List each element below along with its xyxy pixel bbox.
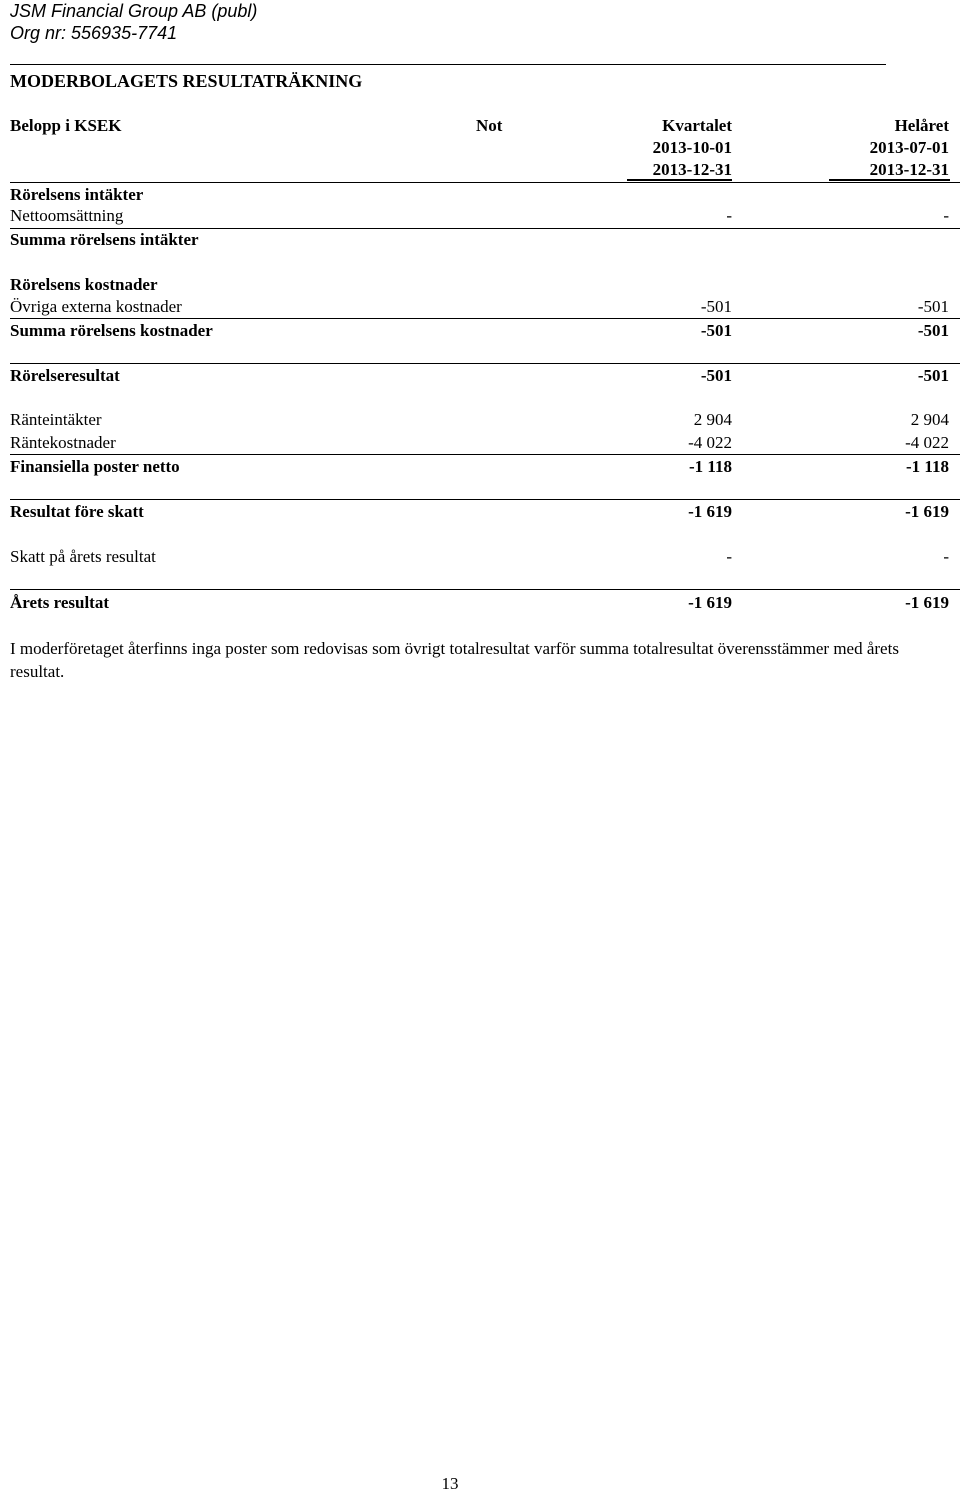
row-label: Årets resultat: [10, 593, 109, 612]
year-value: -1 118: [906, 457, 949, 476]
year-value: -501: [917, 366, 949, 385]
quarter-value: -1 619: [688, 502, 732, 521]
row-label: Rörelseresultat: [10, 366, 120, 385]
row-label: Räntekostnader: [10, 433, 116, 452]
year-value: -501: [917, 297, 949, 316]
row-label: Skatt på årets resultat: [10, 547, 156, 566]
quarter-column-header: Kvartalet: [662, 116, 732, 135]
company-name: JSM Financial Group AB (publ): [10, 1, 258, 21]
row-label: Ränteintäkter: [10, 410, 102, 429]
row-label: Rörelsens intäkter: [10, 185, 144, 204]
row-label: Övriga externa kostnader: [10, 297, 182, 316]
quarter-value: -501: [700, 297, 732, 316]
org-number: Org nr: 556935-7741: [10, 23, 178, 43]
header-divider: [10, 64, 886, 65]
year-value: -501: [917, 321, 949, 340]
amount-unit-header: Belopp i KSEK: [10, 116, 122, 135]
row-label: Nettoomsättning: [10, 206, 124, 225]
year-value: -: [943, 547, 949, 566]
row-label: Resultat före skatt: [10, 502, 144, 521]
quarter-value: -: [726, 206, 732, 225]
subtotal-rule: [10, 499, 960, 500]
year-period-start: 2013-07-01: [869, 138, 949, 157]
quarter-value: 2 904: [693, 410, 732, 429]
subtotal-rule: [10, 318, 960, 319]
row-label: Rörelsens kostnader: [10, 275, 158, 294]
statement-title: MODERBOLAGETS RESULTATRÄKNING: [10, 71, 363, 91]
year-value: 2 904: [910, 410, 949, 429]
subtotal-rule: [10, 228, 960, 229]
subtotal-rule: [10, 454, 960, 455]
year-value: -1 619: [905, 593, 949, 612]
year-period-end: 2013-12-31: [869, 160, 949, 179]
row-label: Finansiella poster netto: [10, 457, 180, 476]
note-column-header: Not: [476, 116, 503, 135]
year-value: -: [943, 206, 949, 225]
footnote-paragraph: I moderföretaget återfinns inga poster som redovisas som övrigt totalresultat varför summa totalresultat överensstämmer med årets resultat.: [10, 639, 899, 681]
quarter-value: -501: [700, 321, 732, 340]
subtotal-rule: [10, 589, 960, 590]
page-number: 13: [441, 1474, 459, 1493]
quarter-value: -1 118: [689, 457, 732, 476]
row-label: Summa rörelsens intäkter: [10, 230, 199, 249]
quarter-period-start: 2013-10-01: [652, 138, 732, 157]
quarter-value: -501: [700, 366, 732, 385]
header-bottom-rule: [10, 182, 960, 183]
year-value: -1 619: [905, 502, 949, 521]
quarter-period-end: 2013-12-31: [652, 160, 732, 179]
quarter-value: -4 022: [688, 433, 732, 452]
quarter-value: -: [726, 547, 732, 566]
quarter-value: -1 619: [688, 593, 732, 612]
row-label: Summa rörelsens kostnader: [10, 321, 213, 340]
year-value: -4 022: [905, 433, 949, 452]
subtotal-rule: [10, 363, 960, 364]
year-column-header: Helåret: [894, 116, 949, 135]
